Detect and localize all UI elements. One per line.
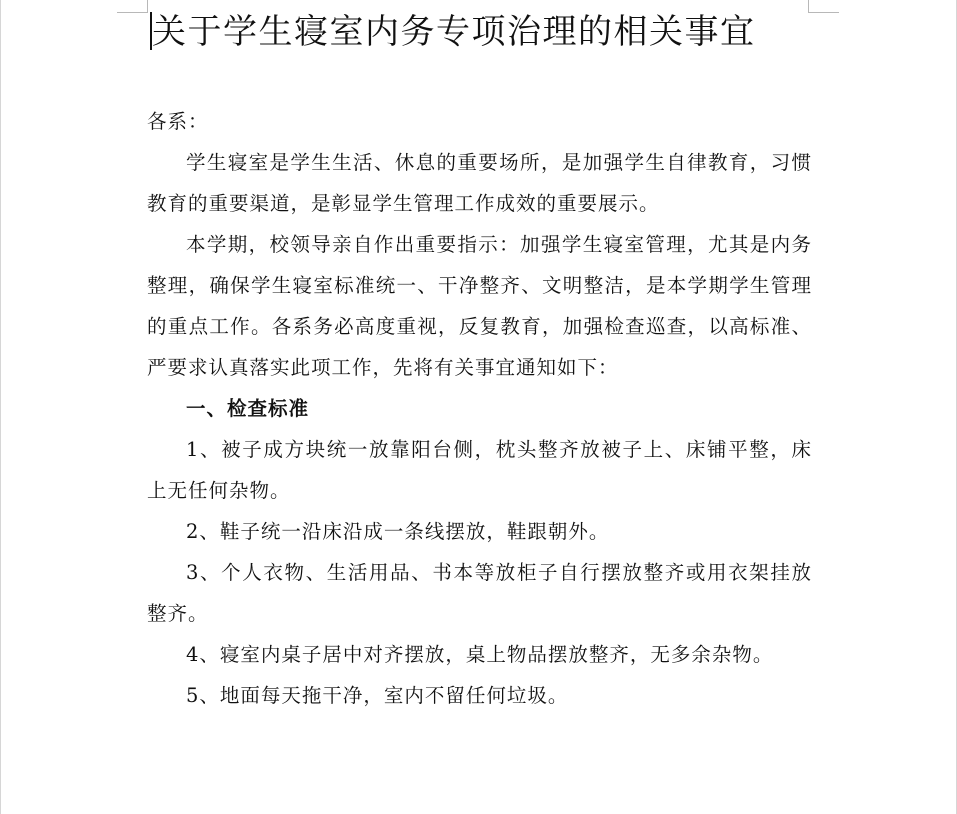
- crop-mark-left: [117, 0, 148, 13]
- list-item[interactable]: 1、被子成方块统一放靠阳台侧，枕头整齐放被子上、床铺平整，床上无任何杂物。: [147, 438, 812, 502]
- paragraph-instructions[interactable]: 本学期，校领导亲自作出重要指示：加强学生寝室管理，尤其是内务整理，确保学生寝室标准统一、干净整齐、文明整洁，是本学期学生管理的重点工作。各系务必高度重视，反复教育，加强检查巡查，以高标准、严要求认真落实此项工作，先将有关事宜通知如下：: [147, 233, 812, 379]
- section-heading-standards[interactable]: 一、检查标准: [186, 397, 310, 420]
- list-item[interactable]: 5、地面每天拖干净，室内不留任何垃圾。: [186, 684, 569, 707]
- salutation[interactable]: 各系：: [147, 110, 209, 133]
- document-title[interactable]: 关于学生寝室内务专项治理的相关事宜: [152, 12, 756, 52]
- paragraph-intro[interactable]: 学生寝室是学生生活、休息的重要场所，是加强学生自律教育，习惯教育的重要渠道，是彰显学生管理工作成效的重要展示。: [147, 151, 812, 215]
- list-item[interactable]: 3、个人衣物、生活用品、书本等放柜子自行摆放整齐或用衣架挂放整齐。: [147, 561, 812, 625]
- page-left-edge: [0, 0, 1, 814]
- list-item[interactable]: 2、鞋子统一沿床沿成一条线摆放，鞋跟朝外。: [186, 520, 610, 543]
- list-item[interactable]: 4、寝室内桌子居中对齐摆放，桌上物品摆放整齐，无多余杂物。: [186, 643, 774, 666]
- document-body[interactable]: [147, 101, 812, 716]
